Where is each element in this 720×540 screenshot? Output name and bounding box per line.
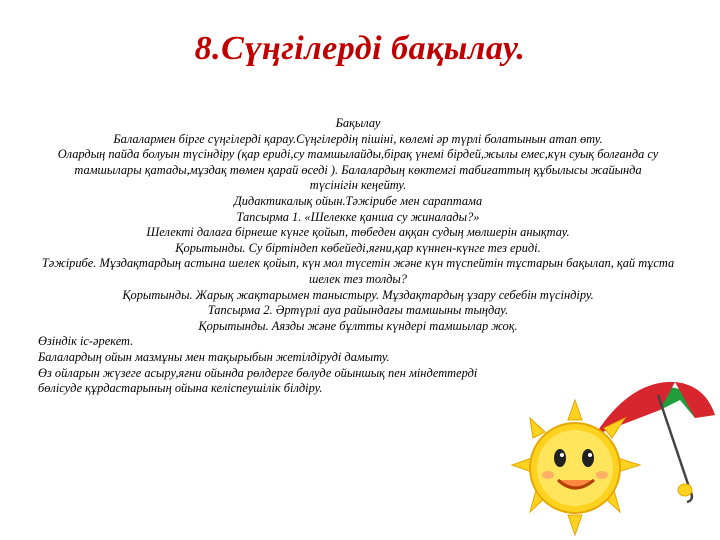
paragraph: Бақылау [335, 116, 381, 130]
paragraph: Тапсырма 1. «Шелекке қанша су жиналады?» [236, 209, 480, 224]
paragraph: Қорытынды. Жарық жақтарымен таныстыру. Мұздақтардың ұзару себебін түсіндіру. [122, 287, 594, 302]
paragraph: Балалармен бірге сүңгілерді қарау.Сүңгілердің пішіні, көлемі әр түрлі болатынын атап өту. [113, 131, 603, 146]
paragraph: Тәжірибе. Мұздақтардың астына шелек қойып, күн мол түсетін және күн түспейтін тұстарын бақылап, қай тұста шелек тез толды? [41, 256, 675, 286]
paragraph: Олардың пайда болуын түсіндіру (қар ериді,су тамшылайды,бірақ үнемі бірдей,жылы емес,күн суық болғанда су тамшылары қатады,мұздақ төмен қарай өседі ). Балалардың көктемгі табиғаттың құбылысы жайында түсінігін кеңейту. [57, 147, 659, 193]
sun-with-umbrella-icon [500, 340, 720, 540]
slide-title: 8.Сүңгілерді бақылау. [194, 30, 526, 67]
paragraph: Шелекті далаға бірнеше күнге қойып, төбеден аққан судың мөлшерін анықтау. [146, 225, 570, 240]
paragraph: Өзіндік іс-әрекет. [38, 334, 134, 349]
paragraph: Дидактикалық ойын.Тәжірибе мен сараптама [233, 193, 483, 208]
paragraph: Қорытынды. Аязды және бұлтты күндері тамшылар жоқ. [198, 318, 518, 333]
paragraph: Қорытынды. Су біртіндеп көбейеді,яғни,қар күннен-күнге тез ериді. [175, 240, 541, 255]
paragraph: Өз ойларын жүзеге асыру,яғни ойында рөлдерге бөлуде ойыншық пен міндеттерді бөлісуде құрдастарының ойына келіспеушілік білдіру. [38, 365, 478, 396]
paragraph: Балалардың ойын мазмұны мен тақырыбын жетілдіруді дамыту. [38, 349, 390, 364]
paragraph: Тапсырма 2. Әртүрлі ауа райындағы тамшыны тыңдау. [207, 303, 509, 318]
